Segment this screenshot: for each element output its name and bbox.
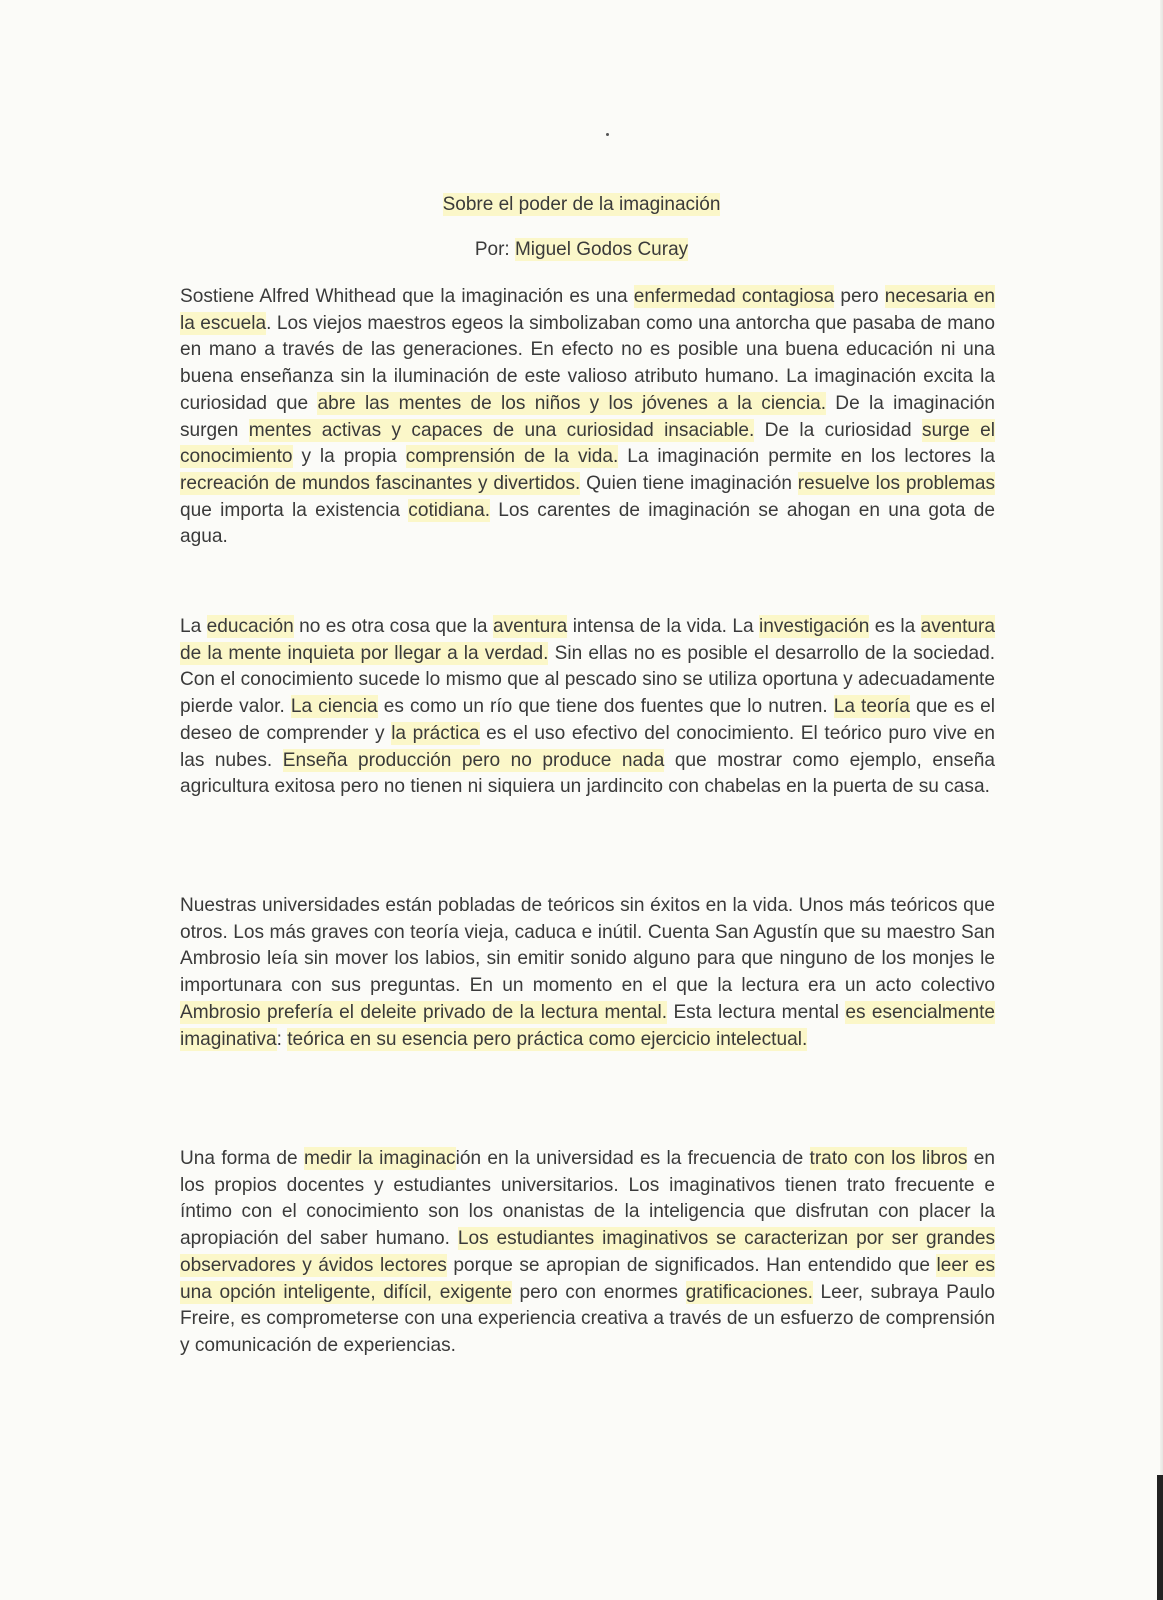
- highlighted-text: Los estudiantes imaginativos se caracterizan por ser grandes observadores y ávidos lectores: [180, 1228, 995, 1276]
- highlighted-text: surge el conocimiento: [180, 419, 996, 468]
- highlighted-text: trato con los libros: [809, 1148, 968, 1169]
- highlighted-text: la práctica: [391, 722, 480, 744]
- text-segment: De la curiosidad: [754, 419, 923, 441]
- text-segment: Quien tiene imaginación: [580, 472, 798, 494]
- paragraph-2: [180, 614, 995, 801]
- author-line: [0, 237, 1163, 263]
- scan-edge-mark: [1157, 1475, 1163, 1600]
- text-segment: Leer, subraya Paulo Freire, es comprometerse con una experiencia creativa a través de un esfuerzo de comprensión y comunicación de experiencias.: [180, 1281, 995, 1356]
- text-segment: es como un río que tiene dos fuentes que lo nutren.: [377, 696, 834, 718]
- highlighted-text: educación: [206, 616, 294, 637]
- paragraph-3: [180, 893, 995, 1053]
- text-segment: que importa la existencia: [180, 499, 409, 521]
- highlighted-text: La ciencia: [290, 696, 378, 718]
- highlighted-text: gratificaciones.: [685, 1281, 813, 1303]
- text-segment: es el uso efectivo del conocimiento. El teórico puro vive en las nubes.: [180, 722, 995, 771]
- author-prefix: Por:: [474, 239, 515, 260]
- text-segment: Sin ellas no es posible el desarrollo de la sociedad. Con el conocimiento sucede lo mismo que al pescado sino se utiliza oportuna y adecuadamente pierde valor.: [180, 642, 995, 718]
- paper-speck: [606, 133, 609, 136]
- paragraph-4: [180, 1146, 995, 1360]
- text-segment: :: [276, 1028, 288, 1050]
- text-segment: La: [180, 616, 207, 637]
- title-text: Sobre el poder de la imaginación: [442, 194, 721, 215]
- text-segment: . Los viejos maestros egeos la simbolizaban como una antorcha que pasaba de mano en mano a través de las generaciones. En efecto no es posible una buena educación ni una buena enseñanza sin la iluminación de este valioso atributo humano. La imaginación excita la curiosidad que: [180, 312, 995, 414]
- text-segment: que mostrar como ejemplo, enseña agricultura exitosa pero no tienen ni siquiera un jardincito con chabelas en la puerta de su casa.: [180, 749, 995, 798]
- highlighted-text: abre las mentes de los niños y los jóvenes a la ciencia.: [317, 392, 827, 414]
- text-segment: y la propia: [292, 446, 406, 468]
- text-segment: Esta lectura mental: [667, 1001, 846, 1023]
- highlighted-text: leer es una opción inteligente, difícil, exigente: [180, 1254, 996, 1303]
- text-segment: Nuestras universidades están pobladas de teóricos sin éxitos en la vida. Unos más teóricos que otros. Los más graves con teoría vieja, caduca e inútil. Cuenta San Agustín que su maestro San Ambrosio leía sin mover los labios, sin emitir sonido alguno para que ninguno de los monjes le importunara con sus preguntas. En un momento en el que la lectura era un acto colectivo: [180, 895, 995, 997]
- highlighted-text: resuelve los problemas: [797, 472, 995, 494]
- text-segment: ión en la universidad es la frecuencia de: [455, 1148, 810, 1169]
- highlighted-text: es esencialmente imaginativa: [180, 1001, 996, 1050]
- text-segment: Los carentes de imaginación se ahogan en una gota de agua.: [180, 499, 996, 548]
- paragraph-1: [180, 284, 995, 551]
- highlighted-text: Enseña producción pero no produce nada: [282, 749, 665, 771]
- text-segment: intensa de la vida. La: [567, 616, 759, 637]
- highlighted-text: cotidiana.: [408, 499, 491, 521]
- text-segment: en los propios docentes y estudiantes universitarios. Los imaginativos tienen trato frecuente e íntimo con el conocimiento son los onanistas de la inteligencia que disfrutan con placer la apropiación del saber humano.: [180, 1148, 995, 1250]
- text-segment: es la: [869, 616, 921, 637]
- highlighted-text: Ambrosio prefería el deleite privado de la lectura mental.: [180, 1001, 668, 1023]
- text-segment: pero con enormes: [511, 1281, 686, 1303]
- text-segment: que es el deseo de comprender y: [180, 696, 995, 744]
- text-segment: De la imaginación surgen: [180, 392, 996, 441]
- highlighted-text: enfermedad contagiosa: [633, 286, 835, 307]
- text-segment: La imaginación permite en los lectores la: [618, 446, 995, 468]
- highlighted-text: medir la imaginac: [303, 1148, 456, 1169]
- highlighted-text: aventura: [492, 616, 568, 637]
- author-name: Miguel Godos Curay: [514, 239, 689, 260]
- highlighted-text: mentes activas y capaces de una curiosidad insaciable.: [248, 419, 755, 441]
- highlighted-text: investigación: [759, 616, 870, 637]
- highlighted-text: teórica en su esencia pero práctica como ejercicio intelectual.: [287, 1028, 808, 1050]
- highlighted-text: recreación de mundos fascinantes y divertidos.: [180, 472, 581, 494]
- highlighted-text: comprensión de la vida.: [405, 446, 619, 468]
- highlighted-text: necesaria en la escuela: [180, 286, 995, 334]
- document-title: [0, 192, 1163, 218]
- text-segment: no es otra cosa que la: [293, 616, 493, 637]
- highlighted-text: aventura de la mente inquieta por llegar a la verdad.: [180, 616, 995, 664]
- highlighted-text: La teoría: [833, 696, 910, 718]
- text-segment: Una forma de: [180, 1148, 304, 1169]
- text-segment: porque se apropian de significados. Han entendido que: [446, 1254, 937, 1276]
- text-segment: Sostiene Alfred Whithead que la imaginación es una: [180, 286, 634, 307]
- text-segment: pero: [834, 286, 885, 307]
